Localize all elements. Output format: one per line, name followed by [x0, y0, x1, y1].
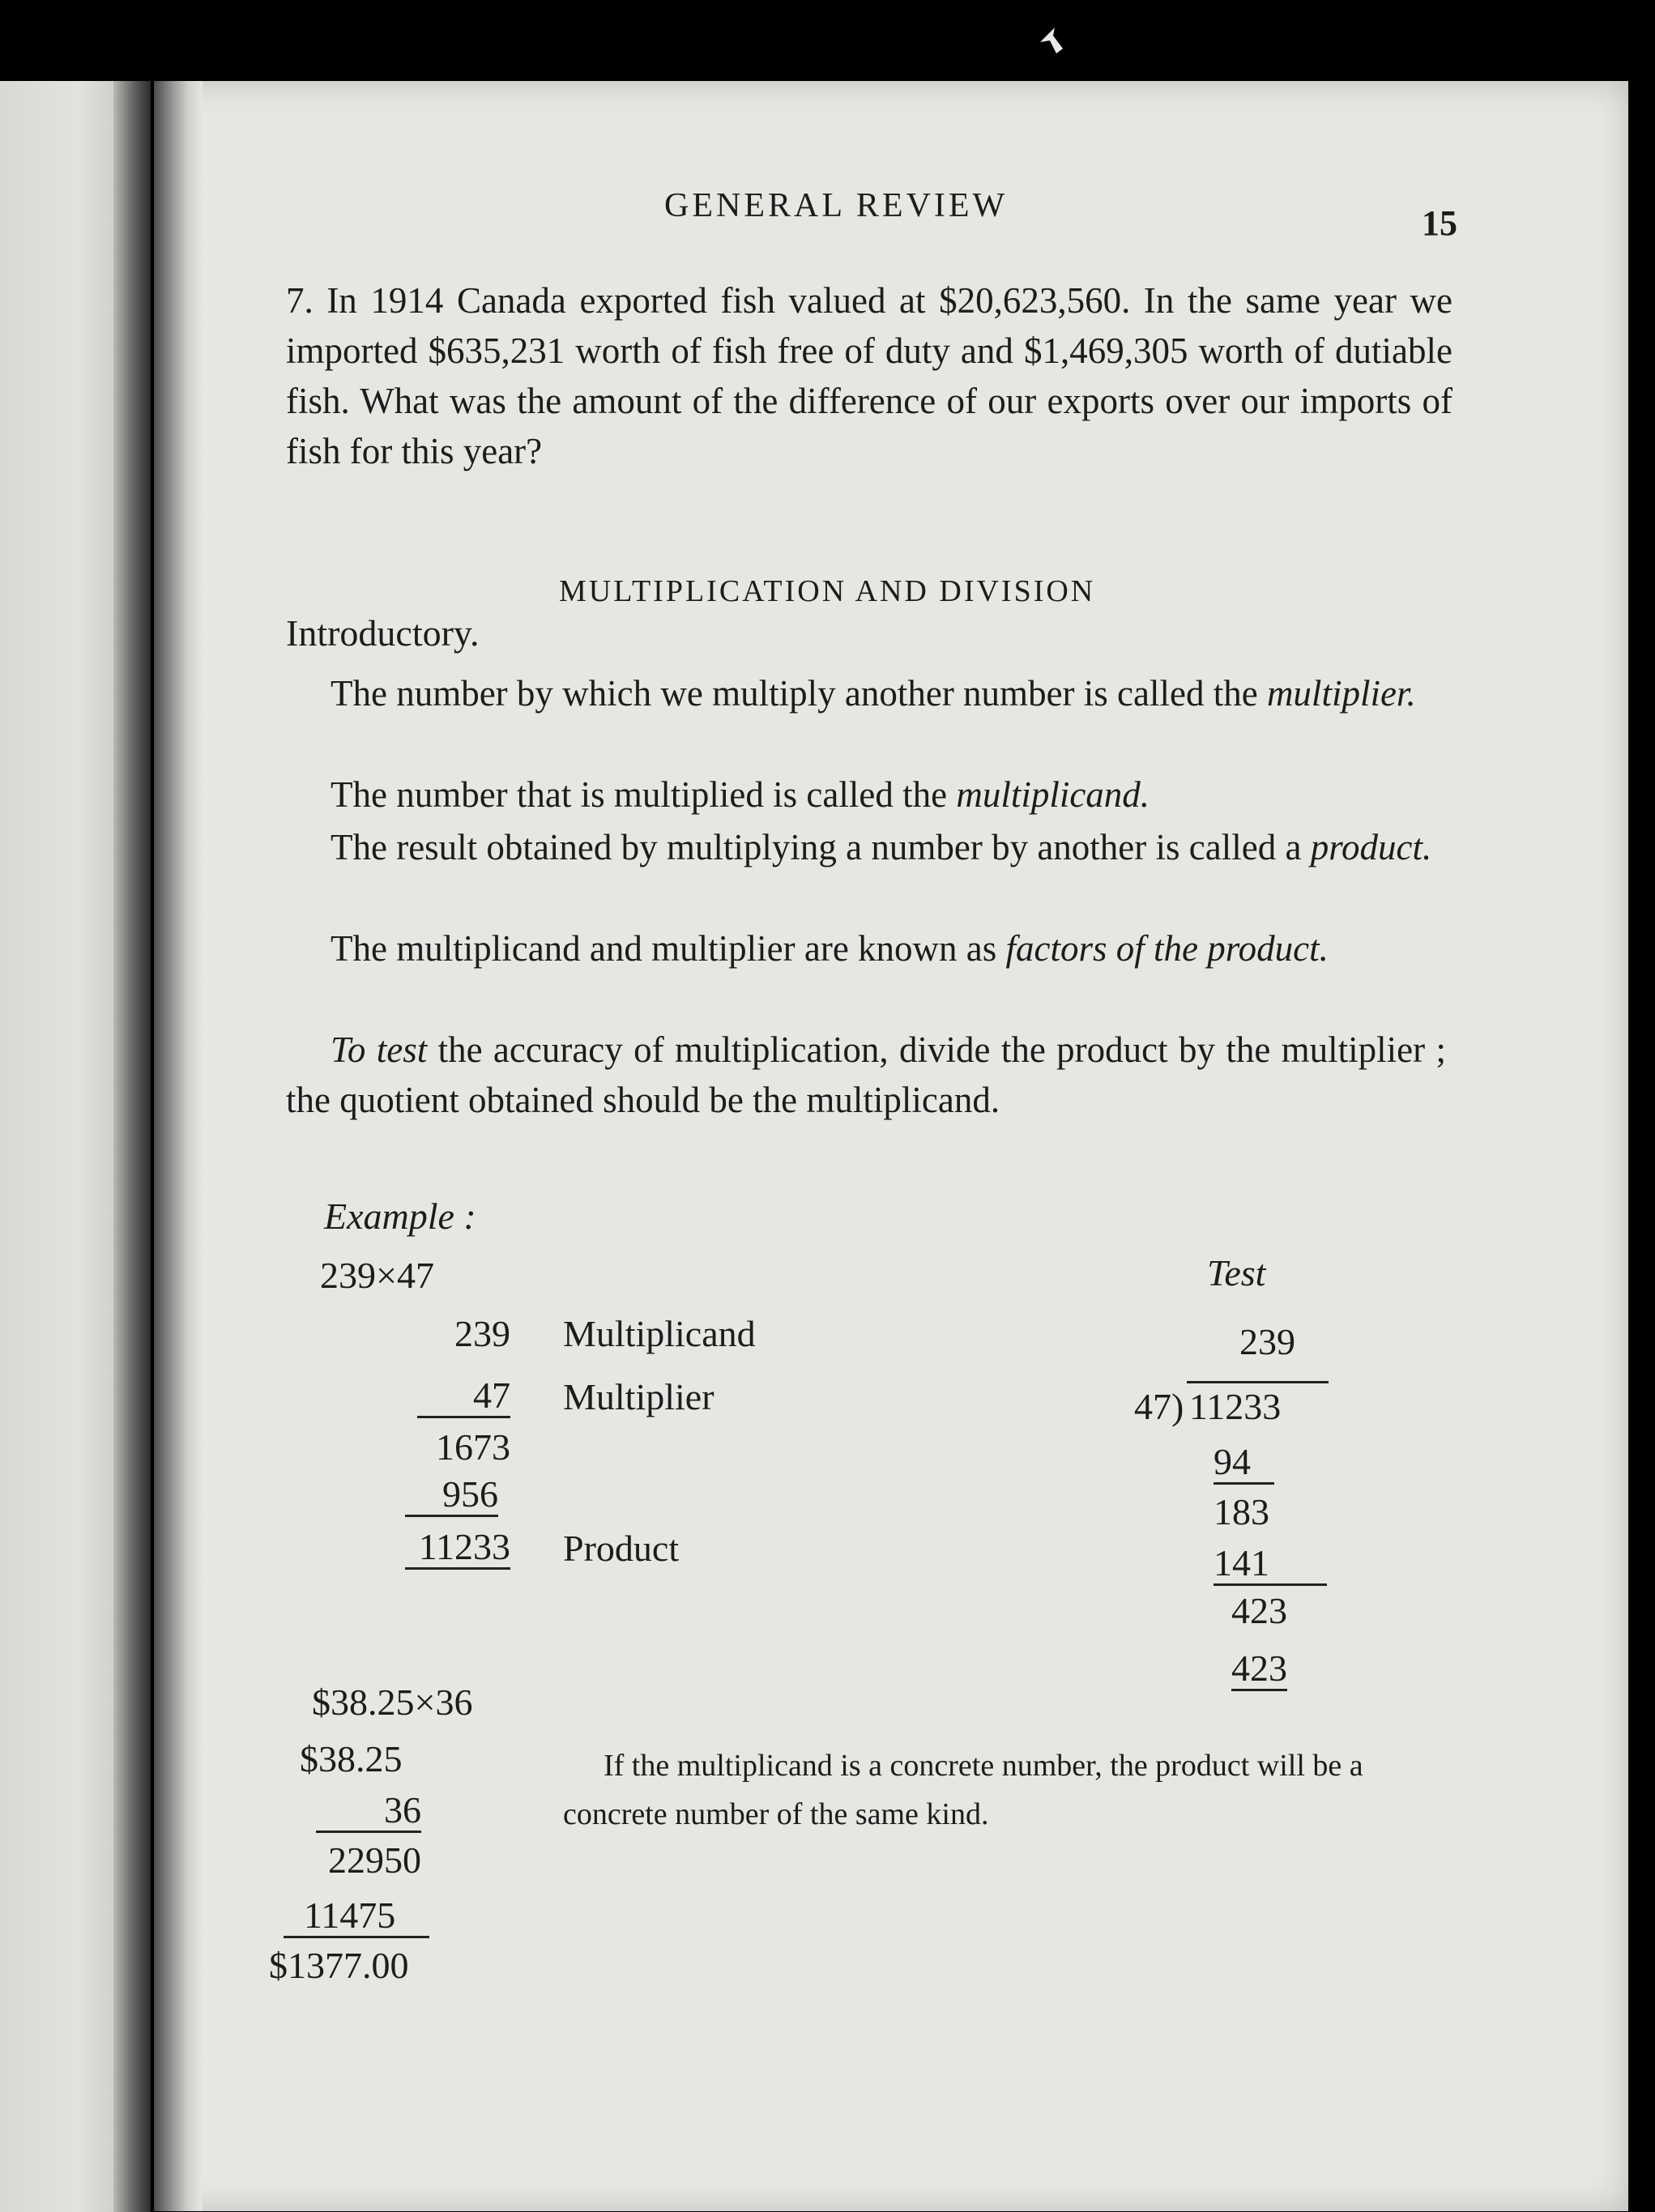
page-gutter — [154, 81, 203, 2211]
test-dividend: 11233 — [1189, 1386, 1282, 1427]
money-partial-1: 22950 — [328, 1839, 421, 1881]
test-step-1: 94 — [1214, 1442, 1274, 1485]
product-label: Product — [563, 1528, 680, 1569]
test-label: Test — [1207, 1252, 1266, 1294]
definition-product: The result obtained by multiplying a number by another is called a product. — [331, 827, 1432, 867]
money-multiplier: 36 — [316, 1790, 421, 1833]
definition-factors: The multiplicand and multiplier are known as factors of the product. — [331, 928, 1329, 969]
test-divisor: 47) — [1134, 1386, 1184, 1427]
test-step-2: 183 — [1214, 1491, 1269, 1532]
money-product: $1377.00 — [269, 1945, 409, 1986]
multiplicand-label: Multiplicand — [563, 1313, 756, 1354]
left-page-edge — [0, 81, 130, 2212]
test-step-4: 423 — [1231, 1590, 1287, 1631]
example-partial-2: 956 — [405, 1474, 498, 1517]
money-partial-2: 11475 — [284, 1895, 429, 1938]
money-multiplicand: $38.25 — [300, 1738, 403, 1779]
example-label: Example : — [324, 1196, 476, 1237]
definition-multiplier: The number by which we multiply another number is called the multiplier. — [331, 673, 1416, 714]
test-quotient: 239 — [1239, 1321, 1295, 1362]
test-step-3: 141 — [1214, 1543, 1327, 1586]
division-bracket — [1187, 1381, 1329, 1383]
money-problem: $38.25×36 — [312, 1681, 473, 1723]
definition-multiplicand: The number that is multiplied is called the multiplicand. — [331, 774, 1150, 815]
scan-arrow-icon — [1037, 24, 1064, 57]
concrete-number-note: If the multiplicand is a concrete number, the product will be a concrete number of the same kind. — [563, 1749, 1363, 1831]
definition-test: To test the accuracy of multiplication, divide the product by the multiplier ; the quotient obtained should be the multiplicand. — [286, 1029, 1446, 1120]
example-product: 11233 — [405, 1527, 510, 1570]
test-step-5: 423 — [1231, 1648, 1287, 1691]
problem-7: 7. In 1914 Canada exported fish valued at $20,623,560. In the same year we imported $635,231 worth of fish free of duty and $1,469,305 worth of dutiable fish. What was the amount of the difference of our exports over our imports of fish for this year? — [286, 280, 1452, 471]
page-number: 15 — [1422, 203, 1457, 243]
multiplier-label: Multiplier — [563, 1376, 714, 1417]
book-page — [154, 81, 1628, 2211]
example-problem: 239×47 — [320, 1255, 434, 1296]
example-partial-1: 1673 — [436, 1426, 510, 1468]
running-head: GENERAL REVIEW — [664, 187, 1009, 224]
book-spine-shadow — [113, 81, 151, 2212]
intro-heading: Introductory. — [286, 612, 480, 654]
example-multiplicand: 239 — [454, 1313, 510, 1354]
example-multiplier: 47 — [417, 1375, 510, 1418]
section-title: MULTIPLICATION AND DIVISION — [559, 574, 1096, 608]
